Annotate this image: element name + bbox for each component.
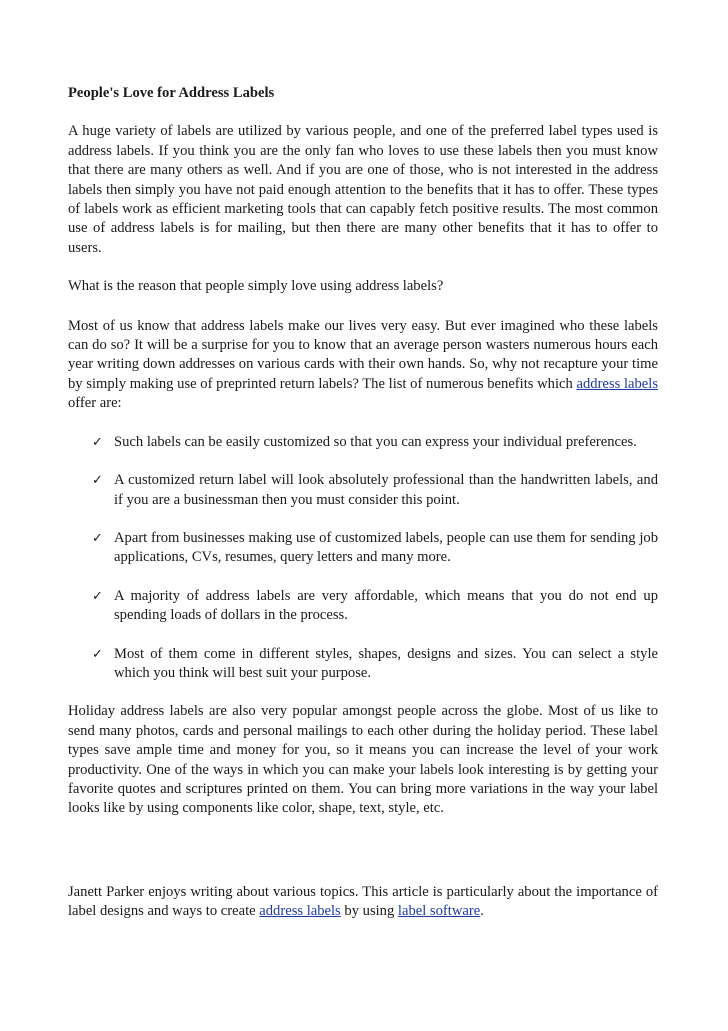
spacer [68, 838, 658, 883]
check-icon: ✓ [92, 588, 103, 604]
holiday-paragraph: Holiday address labels are also very popular amongst people across the globe. Most of us like to send many photos, cards and personal mailings to each other during the holiday period. These label types save ample time and money for you, so it means you can increase the level of your work productivity. One of the ways in which you can make your labels look interesting is by getting your favorite quotes and scriptures printed on them. You can bring more variations in the way your label looks like by using components like color, shape, text, style, etc. [68, 703, 658, 817]
check-icon: ✓ [92, 473, 103, 489]
question-paragraph: What is the reason that people simply love using address labels? [68, 278, 444, 295]
benefits-list [68, 433, 658, 684]
document-page [68, 84, 658, 922]
document-title: People's Love for Address Labels [68, 85, 275, 101]
author-text: Janett Parker enjoys writing about various topics. This article is particularly about the importance of label designs and ways to create [68, 883, 658, 920]
author-text-end: . [480, 903, 484, 920]
check-icon: ✓ [92, 646, 103, 662]
address-labels-link[interactable]: address labels [576, 375, 658, 392]
list-item [68, 587, 658, 626]
list-item-text: Most of them come in different styles, shapes, designs and sizes. You can select a style which you think will best suit your purpose. [114, 645, 658, 681]
intro-paragraph: A huge variety of labels are utilized by various people, and one of the preferred label types used is address labels. If you think you are the only fan who loves to use these labels then you must know that there are many others as well. And if you are one of those, who is not interested in the address labels then simply you have not paid enough attention to the benefits that it has to offer. These types of labels work as efficient marketing tools that can capably fetch positive results. The most common use of address labels is for mailing, but then there are many other benefits that it has to offer to users. [68, 123, 658, 256]
benefits-intro-text: Most of us know that address labels make our lives very easy. But ever imagined who these labels can do so? It will be a surprise for you to know that an average person wasters numerous hours each year writing down addresses on various cards with their own hands. So, why not recapture your time by simply making use of preprinted return labels? The list of numerous benefits which [68, 317, 658, 392]
list-item [68, 645, 658, 684]
benefits-intro-paragraph [68, 317, 658, 414]
list-item-text: Such labels can be easily customized so that you can express your individual preferences. [114, 433, 637, 450]
list-item [68, 471, 658, 510]
check-icon: ✓ [92, 434, 103, 450]
list-item-text: A customized return label will look absolutely professional than the handwritten labels, and if you are a businessman then you must consider this point. [114, 472, 658, 508]
list-item-text: Apart from businesses making use of customized labels, people can use them for sending job applications, CVs, resumes, query letters and many more. [114, 529, 658, 566]
label-software-link[interactable]: label software [397, 903, 481, 920]
list-item [68, 529, 658, 568]
benefits-intro-tail: offer are: [68, 395, 122, 412]
author-paragraph [68, 883, 658, 922]
check-icon: ✓ [92, 530, 103, 546]
list-item-text: A majority of address labels are very affordable, which means that you do not end up spending loads of dollars in the process. [114, 587, 658, 624]
address-labels-link-footer[interactable]: address labels [259, 903, 341, 920]
author-text-mid: by using [340, 903, 398, 920]
list-item [68, 433, 658, 452]
